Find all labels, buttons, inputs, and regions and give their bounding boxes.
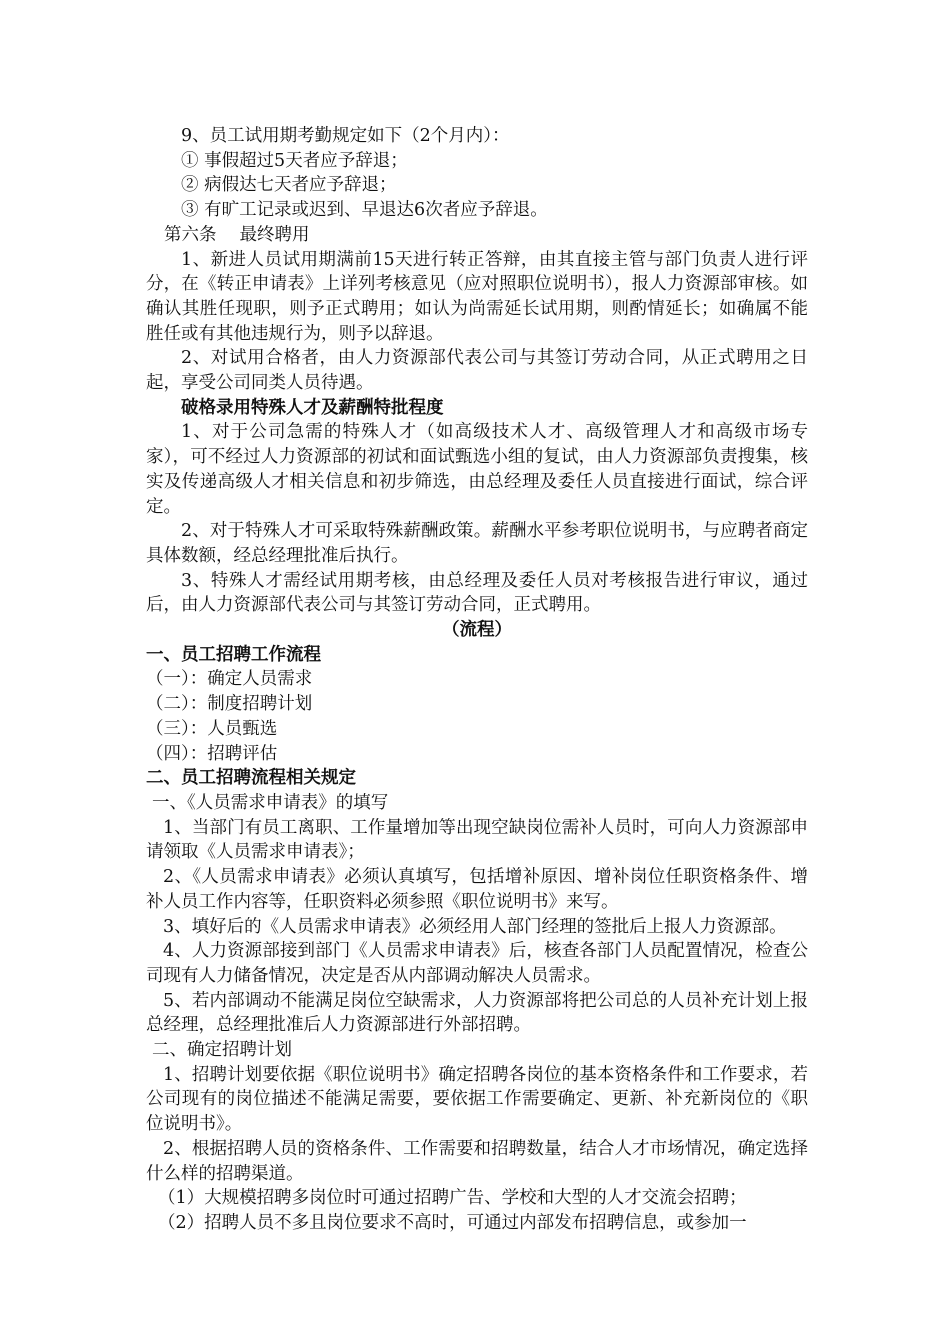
section-1-step-2: （二）：制度招聘计划 (146, 694, 313, 715)
section-2-sub-2-title: 二、确定招聘计划 (152, 1040, 292, 1061)
section-1-step-4: （四）：招聘评估 (146, 743, 278, 764)
section-1-step-1: （一）：确定人员需求 (146, 669, 313, 690)
section-1-heading: 一、员工招聘工作流程 (146, 644, 321, 665)
special-talent-paragraph-2: 2、对于特殊人才可采取特殊薪酬政策。薪酬水平参考职位说明书，与应聘者商定具体数额，经总经理批准后执行。 (146, 521, 808, 566)
section-2-sub-2-item-1: 1、招聘计划要依据《职位说明书》确定招聘各岗位的基本资格条件和工作要求，若公司现有的岗位描述不能满足需要，要依据工作需要确定、更新、补充新岗位的《职位说明书》。 (146, 1064, 808, 1135)
section-2-sub-1-item-4: 4、人力资源部接到部门《人员需求申请表》后，核查各部门人员配置情况，检查公司现有人力储备情况，决定是否从内部调动解决人员需求。 (146, 941, 808, 986)
section-2-sub-1-title: 一、《人员需求申请表》的填写 (152, 792, 389, 813)
article-6-paragraph-2: 2、对试用合格者，由人力资源部代表公司与其签订劳动合同，从正式聘用之日起，享受公司同类人员待遇。 (146, 348, 808, 394)
probation-rule-1: ① 事假超过5天者应予辞退； (181, 150, 408, 171)
flow-title: （流程） (442, 620, 512, 641)
section-2-sub-1-item-3: 3、填好后的《人员需求申请表》必须经用人部门经理的签批后上报人力资源部。 (163, 916, 787, 937)
article-6-title: 第六条 最终聘用 (164, 224, 310, 245)
channel-item-1: （1）大规模招聘多岗位时可通过招聘广告、学校和大型的人才交流会招聘； (158, 1188, 747, 1209)
section-1-step-3: （三）：人员甄选 (146, 718, 278, 739)
probation-rule-2: ② 病假达七天者应予辞退； (181, 175, 397, 196)
article-6-paragraph-1: 1、新进人员试用期满前15天进行转正答辩，由其直接主管与部门负责人进行评分，在《转正申请表》上详列考核意见（应对照职位说明书），报人力资源部审核。如确认其胜任现职，则予正式聘用；如认为尚需延长试用期，则酌情延长；如确属不能胜任或有其他违规行为，则予以辞退。 (146, 249, 808, 344)
probation-rule-3: ③ 有旷工记录或迟到、早退达6次者应予辞退。 (181, 200, 548, 221)
section-2-heading: 二、员工招聘流程相关规定 (146, 768, 356, 789)
special-talent-paragraph-3: 3、特殊人才需经试用期考核，由总经理及委任人员对考核报告进行审议，通过后，由人力资源部代表公司与其签订劳动合同，正式聘用。 (146, 570, 808, 616)
section-2-sub-1-item-1: 1、当部门有员工离职、工作量增加等出现空缺岗位需补人员时，可向人力资源部申请领取《人员需求申请表》； (146, 817, 808, 863)
probation-item-9: 9、员工试用期考勤规定如下（2个月内）： (181, 126, 510, 146)
section-2-sub-1-item-5: 5、若内部调动不能满足岗位空缺需求，人力资源部将把公司总的人员补充计划上报总经理，总经理批准后人力资源部进行外部招聘。 (146, 990, 808, 1036)
section-2-sub-2-item-2: 2、根据招聘人员的资格条件、工作需要和招聘数量，结合人才市场情况，确定选择什么样的招聘渠道。 (146, 1138, 808, 1184)
special-talent-paragraph-1: 1、对于公司急需的特殊人才（如高级技术人才、高级管理人才和高级市场专家），可不经过人力资源部的初试和面试甄选小组的复试，由人力资源部负责搜集，核实及传递高级人才相关信息和初步筛选，由总经理及委任人员直接进行面试，综合评定。 (146, 422, 808, 517)
section-2-sub-1-item-2: 2、《人员需求申请表》必须认真填写，包括增补原因、增补岗位任职资格条件、增补人员工作内容等，任职资料必须参照《职位说明书》来写。 (146, 867, 808, 912)
special-talent-heading: 破格录用特殊人才及薪酬特批程度 (181, 397, 444, 418)
document-body (146, 124, 808, 1236)
channel-item-2: （2）招聘人员不多且岗位要求不高时，可通过内部发布招聘信息，或参加一 (158, 1212, 747, 1233)
